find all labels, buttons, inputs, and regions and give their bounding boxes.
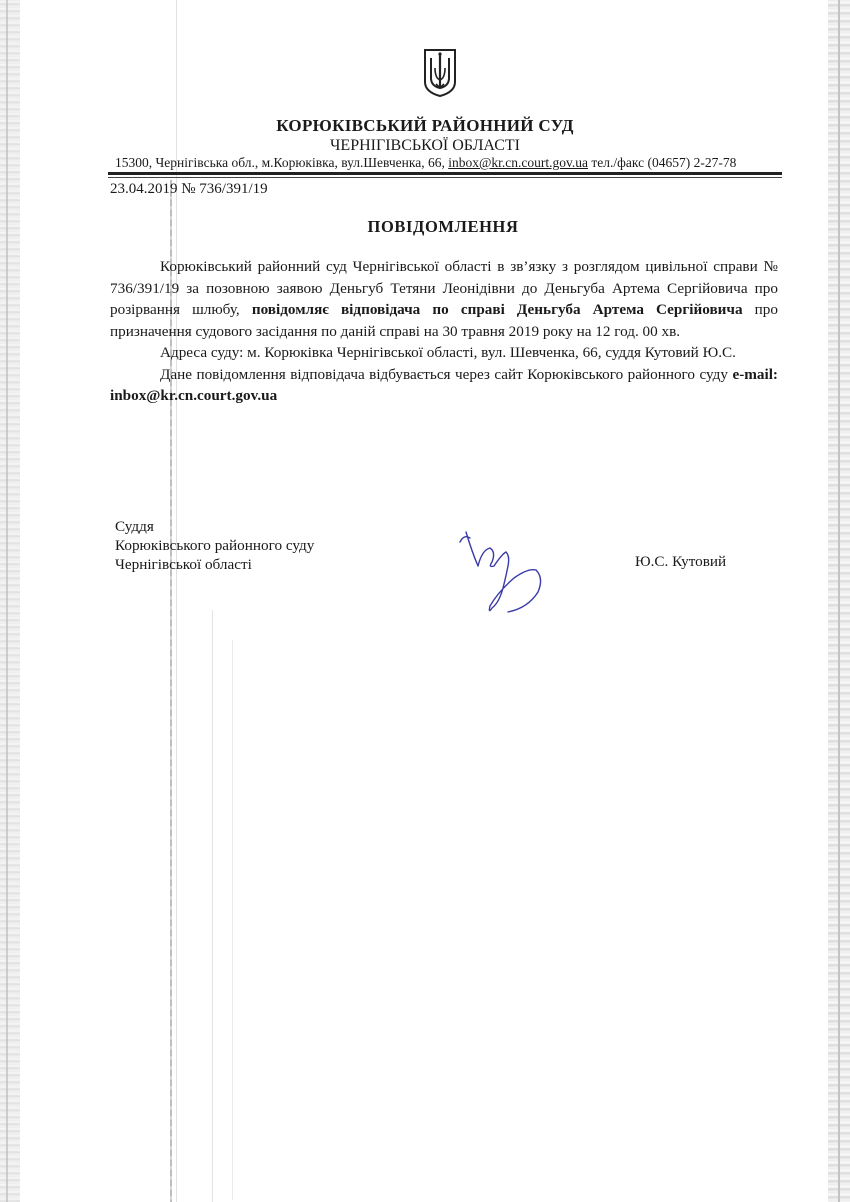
paragraph-bold: повідомляє відповідача по справі Деньгуба Артема Сергійовича (251, 301, 743, 318)
ukraine-trident-emblem-icon (423, 48, 457, 98)
header-divider (108, 172, 782, 175)
court-region: ЧЕРНІГІВСЬКОЇ ОБЛАСТІ (330, 137, 520, 154)
signature-title-line: Корюківського районного суду (115, 537, 315, 554)
scan-artifact-line (212, 610, 213, 1202)
paragraph-text: Корюківський районний суд Чернігівської області в зв’язку з розглядом цивільної справи № 736/391/19 за позовною заявою Деньгуб Тетяни Леонідівни до Деньгуба Артема Сергійовича про розірвання шлюбу, (110, 258, 778, 318)
paragraph-address: Адреса суду: м. Корюківка Чернігівської області, вул. Шевченка, 66, суддя Кутовий Ю.С. (160, 344, 736, 361)
paragraph-email: e-mail: inbox@kr.cn.court.gov.ua (110, 365, 778, 404)
scan-line-right (838, 0, 840, 1202)
paragraph-notice (110, 256, 778, 342)
document-title: ПОВІДОМЛЕННЯ (367, 217, 519, 236)
signature-title-line: Суддя (115, 518, 154, 535)
court-name: КОРЮКІВСЬКИЙ РАЙОННИЙ СУД (276, 116, 574, 135)
court-email-link[interactable]: inbox@kr.cn.court.gov.ua (448, 155, 588, 170)
paragraph-text: Дане повідомлення відповідача відбувається через сайт Корюківського районного суду (160, 365, 733, 383)
document-reference: 23.04.2019 № 736/391/19 (110, 181, 268, 197)
judge-name: Ю.С. Кутовий (635, 553, 727, 570)
signature-title-block (115, 517, 314, 574)
court-phone: тел./факс (04657) 2-27-78 (588, 155, 737, 170)
court-contacts (115, 155, 736, 171)
scan-line-left (6, 0, 8, 1202)
document-body (110, 256, 778, 407)
paragraph-website (110, 364, 778, 407)
scan-edge-left (0, 0, 20, 1202)
header-divider-thin (108, 177, 782, 178)
court-address: 15300, Чернігівська обл., м.Корюківка, вул.Шевченка, 66, (115, 155, 449, 170)
handwritten-signature (448, 522, 548, 617)
signature-title-line: Чернігівської області (115, 556, 252, 573)
scan-artifact-line (232, 640, 233, 1200)
paragraph-text: про призначення судового засідання по даній справі на 30 травня 2019 року на 12 год. 00 хв. (110, 301, 778, 340)
